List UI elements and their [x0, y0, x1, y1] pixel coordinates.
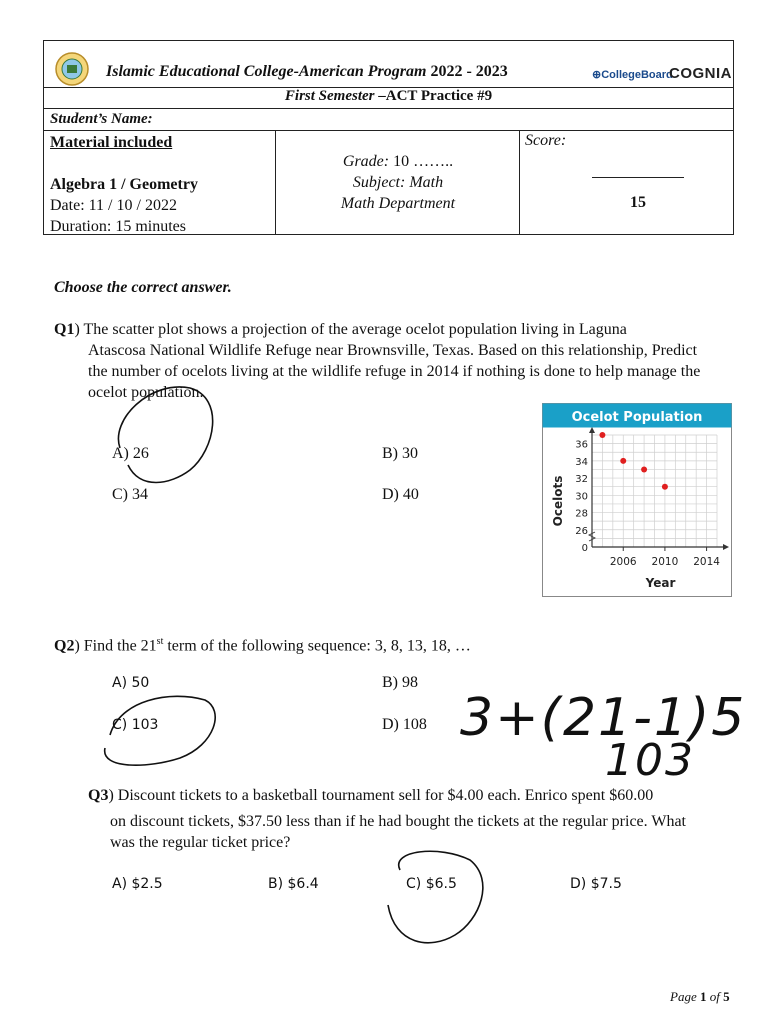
duration: Duration: 15 minutes: [50, 218, 186, 235]
course-cell: Grade: 10 …….. Subject: Math Math Department: [276, 151, 520, 214]
q1-option-d[interactable]: D) 40: [382, 486, 419, 503]
instructions: Choose the correct answer.: [54, 279, 232, 296]
student-name-label: Student’s Name:: [50, 111, 153, 127]
q3-option-c[interactable]: C) $6.5: [406, 876, 457, 892]
q2-option-a[interactable]: A) 50: [112, 675, 150, 691]
y-axis-label: Ocelots: [551, 475, 565, 527]
q1-option-b[interactable]: B) 30: [382, 445, 418, 462]
collegeboard-logo: ⊕CollegeBoard: [592, 69, 673, 81]
question-3: Q3) Discount tickets to a basketball tournament sell for $4.00 each. Enrico spent $60.00 on discount tickets, $37.50 less than if he had bought the tickets at the regular price. What was the regular ticket price?: [88, 787, 686, 851]
page-footer: Page 1 of 5: [670, 989, 730, 1004]
y-tick-label: 34: [575, 456, 588, 468]
data-point: [641, 466, 647, 472]
ocelot-scatter-chart: [542, 403, 732, 597]
material-cell: [50, 132, 198, 237]
data-point: [662, 484, 668, 490]
y-tick-label: 32: [575, 474, 588, 486]
q3-option-a[interactable]: A) $2.5: [112, 876, 163, 892]
q3-option-d[interactable]: D) $7.5: [570, 876, 622, 892]
question-1: Q1) The scatter plot shows a projection of the average ocelot population living in Laguna Atascosa National Wildlife Refuge near Brownsville, Texas. Based on this relationship, Predict the number of ocelots living at the wildlife refuge in 2014 if nothing is done to help manage the ocelot population.: [54, 321, 701, 401]
topic: Algebra 1 / Geometry: [50, 176, 198, 193]
q2-option-d[interactable]: D) 108: [382, 716, 427, 733]
question-2: Q2) Find the 21st term of the following sequence: 3, 8, 13, 18, …: [54, 636, 471, 655]
q1-option-a[interactable]: A) 26: [112, 445, 149, 462]
department: Math Department: [340, 195, 456, 212]
subject: Subject: Math: [352, 174, 444, 191]
school-name: Islamic Educational College-American Program 2022 - 2023: [106, 63, 508, 80]
chart-title: Ocelot Population: [571, 410, 703, 425]
x-tick-label: 2010: [651, 556, 679, 568]
semester-title: First Semester –ACT Practice #9: [284, 88, 493, 104]
y-tick-label: 26: [575, 525, 588, 537]
handwritten-work-line1: 3+(21-1)5: [460, 688, 747, 748]
school-logo-icon: [54, 51, 90, 87]
q2-option-c[interactable]: C) 103: [112, 717, 159, 733]
x-tick-label: 2014: [693, 556, 720, 568]
y-tick-label: 30: [575, 491, 588, 503]
data-point: [599, 432, 605, 438]
q2-option-b[interactable]: B) 98: [382, 674, 418, 691]
x-tick-label: 2006: [609, 556, 637, 568]
q1-option-c[interactable]: C) 34: [112, 486, 148, 503]
x-axis-label: Year: [645, 576, 676, 590]
data-point: [620, 458, 626, 464]
cognia-logo: COGNIA: [669, 65, 732, 82]
material-label: Material included: [50, 134, 173, 151]
q3-option-b[interactable]: B) $6.4: [268, 876, 319, 892]
score-blank: [592, 177, 684, 178]
y-tick-label: 0: [581, 543, 588, 554]
score-label: Score:: [525, 132, 567, 149]
header-table: [43, 40, 734, 235]
y-tick-label: 28: [575, 508, 588, 520]
y-tick-label: 36: [575, 439, 588, 451]
q3-answer-circle: [388, 851, 483, 942]
score-total: 15: [630, 194, 646, 211]
date: Date: 11 / 10 / 2022: [50, 197, 177, 214]
handwritten-work-line2: 103: [605, 735, 695, 786]
